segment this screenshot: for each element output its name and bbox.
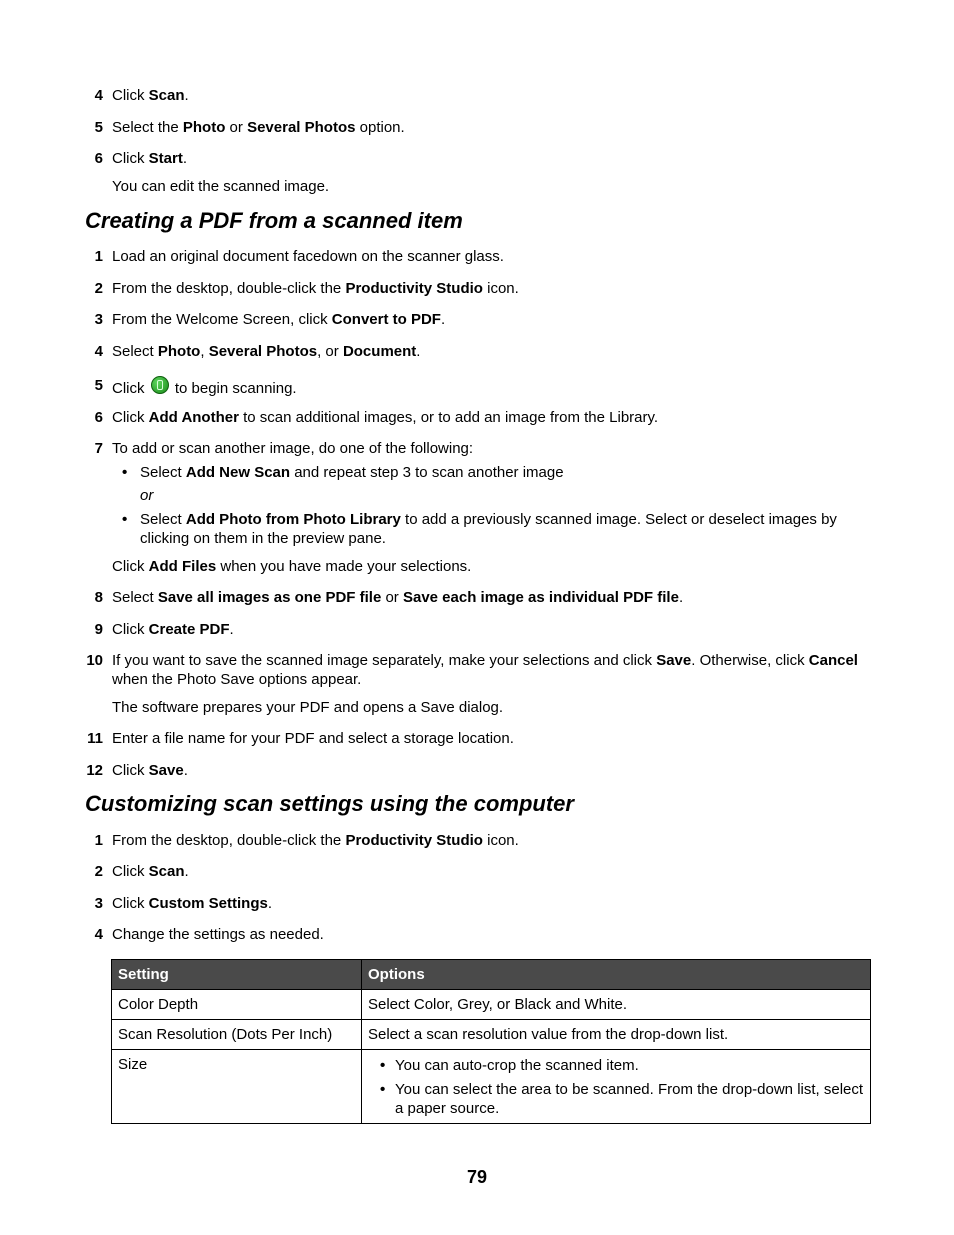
bold-term: Save all images as one PDF file — [157, 589, 382, 606]
step-text — [112, 86, 872, 105]
text-run: If you want to save the scanned image separately, make your selections and click — [112, 652, 657, 669]
text-run: . Otherwise, click — [691, 652, 809, 669]
text-run: Click — [112, 621, 149, 638]
bullet-text — [140, 510, 870, 548]
bullet-text — [140, 463, 870, 482]
step-text — [112, 439, 872, 458]
table-header-row — [112, 960, 871, 990]
options-cell: Select a scan resolution value from the drop-down list. — [362, 1020, 871, 1050]
column-header-options: Options — [362, 960, 871, 990]
text-run: From the desktop, double-click the — [112, 832, 346, 849]
bold-term: Cancel — [808, 652, 858, 669]
step-note: You can edit the scanned image. — [112, 178, 330, 195]
step-text-pre: Click — [112, 380, 149, 397]
step-text — [112, 894, 872, 913]
step-number: 8 — [94, 589, 103, 606]
text-run: . — [182, 150, 188, 167]
text-run: , — [200, 343, 209, 360]
bold-term: Productivity Studio — [345, 832, 483, 849]
text-run: Click — [112, 895, 149, 912]
step-note — [112, 557, 872, 576]
or-text: or — [140, 487, 154, 504]
step-number: 2 — [94, 280, 103, 297]
step-number: 4 — [94, 87, 103, 104]
bold-term: Custom Settings — [148, 895, 268, 912]
step-number: 11 — [87, 730, 103, 747]
step-text — [112, 342, 872, 361]
step-text — [112, 408, 872, 427]
bold-term: Scan — [148, 87, 185, 104]
section-title-scan-settings: Customizing scan settings using the computer — [85, 791, 574, 816]
step-number: 10 — [86, 652, 103, 669]
text-run: . — [416, 343, 421, 360]
text-run: icon. — [482, 280, 519, 297]
step-text — [112, 761, 872, 780]
text-run: Select the — [112, 119, 183, 136]
text-run: Click — [112, 558, 149, 575]
step-number: 4 — [94, 926, 103, 943]
step-number: 3 — [94, 311, 103, 328]
list-item-text: You can auto-crop the scanned item. — [395, 1057, 639, 1074]
bold-term: Add Another — [148, 409, 239, 426]
step-note: The software prepares your PDF and opens a Save dialog. — [112, 699, 504, 716]
text-run: . — [184, 87, 189, 104]
text-run: . — [678, 589, 684, 606]
text-run: From the Welcome Screen, click — [112, 311, 332, 328]
step-text — [112, 925, 872, 944]
bold-term: Save each image as individual PDF file — [402, 589, 679, 606]
page-number: 79 — [466, 1167, 488, 1187]
step-text-post: to begin scanning. — [170, 380, 297, 397]
step-number: 1 — [94, 832, 103, 849]
bold-term: Document — [342, 343, 417, 360]
text-run: . — [440, 311, 446, 328]
text-run: . — [184, 863, 189, 880]
text-run: Click — [112, 762, 149, 779]
bold-term: Several Photos — [247, 119, 356, 136]
bold-term: Several Photos — [208, 343, 318, 360]
text-run: From the desktop, double-click the — [112, 280, 346, 297]
list-item — [368, 1080, 864, 1118]
bold-term: Add New Scan — [185, 464, 291, 481]
text-run: Select — [112, 589, 158, 606]
step-number: 6 — [94, 409, 103, 426]
text-run: . — [267, 895, 273, 912]
bold-term: Add Files — [148, 558, 217, 575]
text-run: when you have made your selections. — [216, 558, 472, 575]
step-number: 6 — [94, 150, 103, 167]
step-number: 3 — [94, 895, 103, 912]
step-text — [112, 620, 872, 639]
step-number: 1 — [94, 248, 103, 265]
text-run: to add a previously scanned image. Select or deselect images by clicking on them in the preview pane. — [140, 511, 837, 547]
text-run: Click — [112, 87, 149, 104]
table-row — [112, 1020, 871, 1050]
step-text — [112, 651, 872, 689]
text-run: or — [381, 589, 403, 606]
bold-term: Start — [148, 150, 183, 167]
bullet-dot: • — [380, 1057, 386, 1074]
bold-term: Save — [148, 762, 184, 779]
step-number: 4 — [94, 343, 103, 360]
table-row — [112, 1050, 871, 1124]
step-number: 9 — [94, 621, 103, 638]
step-number: 7 — [94, 440, 103, 457]
step-number: 2 — [94, 863, 103, 880]
text-run: . — [183, 762, 188, 779]
text-run: or — [225, 119, 248, 136]
step-number: 12 — [86, 762, 103, 779]
setting-cell: Color Depth — [112, 990, 362, 1020]
text-run: Enter a file name for your PDF and select a storage location. — [112, 730, 514, 747]
bold-term: Scan — [148, 863, 185, 880]
options-bullet-list — [368, 1056, 864, 1118]
step-text — [112, 588, 872, 607]
bullet-dot: • — [122, 464, 128, 481]
step-text — [112, 376, 872, 398]
step-text — [112, 247, 872, 266]
text-run: To add or scan another image, do one of the following: — [112, 440, 474, 457]
bold-term: Photo — [182, 119, 226, 136]
bold-term: Productivity Studio — [345, 280, 483, 297]
bullet-dot: • — [122, 511, 128, 528]
setting-cell: Size — [112, 1050, 362, 1124]
bold-term: Photo — [157, 343, 201, 360]
text-run: , or — [317, 343, 343, 360]
text-run: icon. — [482, 832, 519, 849]
text-run: when the Photo Save options appear. — [112, 671, 362, 688]
list-item-text: You can select the area to be scanned. From the drop-down list, select a paper source. — [395, 1081, 864, 1117]
bold-term: Save — [656, 652, 692, 669]
step-text — [112, 310, 872, 329]
bold-term: Create PDF — [148, 621, 230, 638]
text-run: Click — [112, 150, 149, 167]
text-run: Change the settings as needed. — [112, 926, 324, 943]
step-number: 5 — [94, 119, 103, 136]
text-run: Select — [140, 511, 186, 528]
text-run: to scan additional images, or to add an image from the Library. — [238, 409, 659, 426]
text-run: Load an original document facedown on the scanner glass. — [112, 248, 504, 265]
bold-term: Add Photo from Photo Library — [185, 511, 401, 528]
text-run: Click — [112, 409, 149, 426]
bullet-dot: • — [380, 1081, 386, 1098]
list-item — [368, 1056, 864, 1075]
setting-cell: Scan Resolution (Dots Per Inch) — [112, 1020, 362, 1050]
scan-settings-table — [111, 959, 871, 1124]
step-text — [112, 118, 872, 137]
step-text — [112, 729, 872, 748]
bold-term: Convert to PDF — [331, 311, 441, 328]
step-text — [112, 149, 872, 168]
step-text — [112, 831, 872, 850]
table-row — [112, 990, 871, 1020]
section-title-pdf: Creating a PDF from a scanned item — [85, 208, 463, 233]
options-cell — [362, 1050, 871, 1124]
step-text — [112, 279, 872, 298]
text-run: and repeat step 3 to scan another image — [290, 464, 564, 481]
text-run: Click — [112, 863, 149, 880]
text-run: Select — [140, 464, 186, 481]
text-run: option. — [355, 119, 405, 136]
step-text — [112, 862, 872, 881]
text-run: Select — [112, 343, 158, 360]
text-run: . — [229, 621, 234, 638]
step-number: 5 — [94, 377, 103, 394]
column-header-setting: Setting — [112, 960, 362, 990]
options-cell: Select Color, Grey, or Black and White. — [362, 990, 871, 1020]
scan-start-icon — [151, 376, 169, 394]
